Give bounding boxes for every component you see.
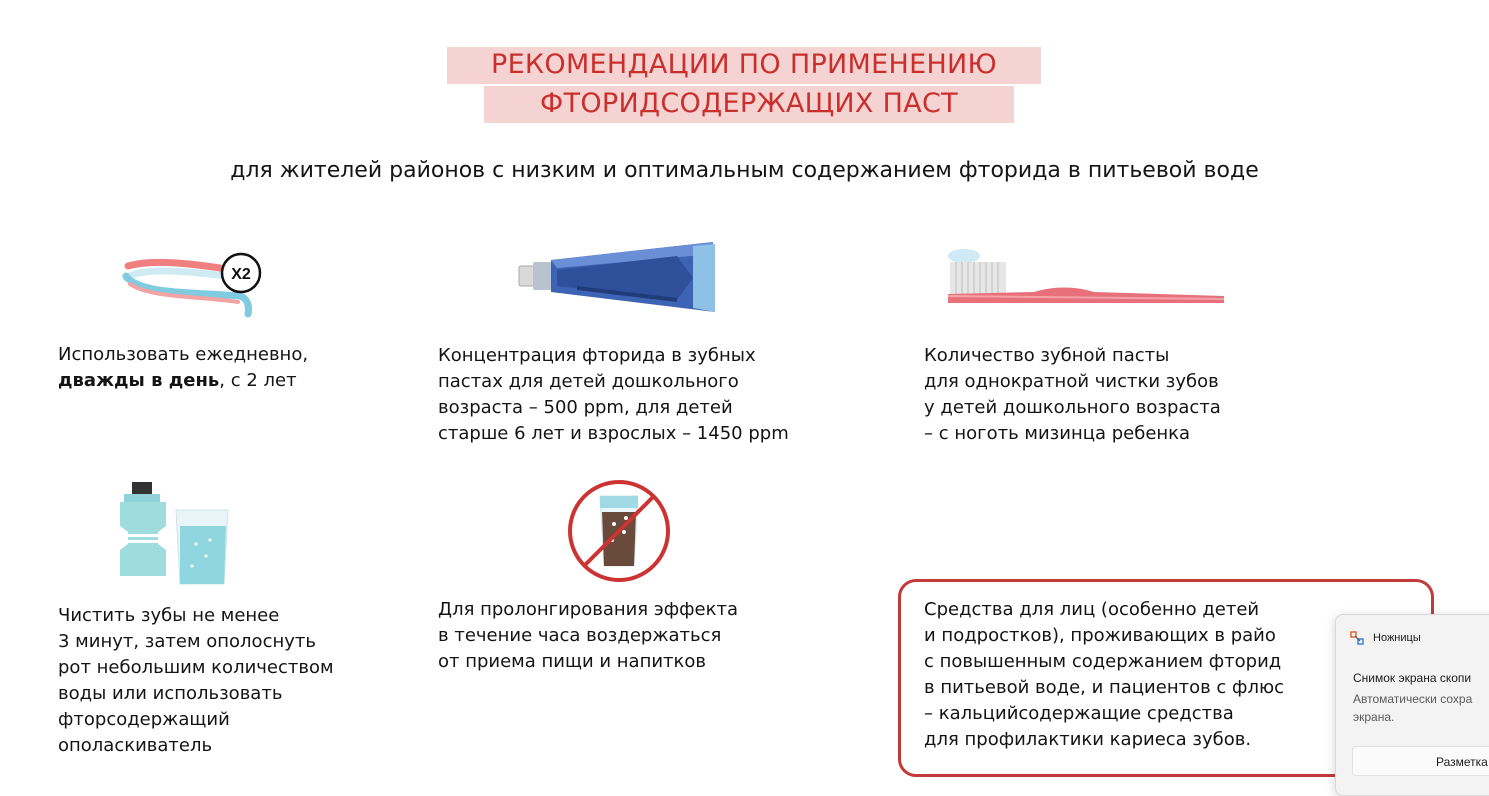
item-2-line-4: старше 6 лет и взрослых – 1450 ppm — [438, 423, 789, 444]
item-2-line-2: пастах для детей дошкольного — [438, 371, 739, 392]
item-5-line-1: Для пролонгирования эффекта — [438, 599, 738, 620]
item-3-line-1: Количество зубной пасты — [924, 345, 1170, 366]
item-1-line-1: Использовать ежедневно, — [58, 344, 309, 365]
snipping-notification[interactable] — [1335, 614, 1489, 796]
item-2-caption — [438, 343, 789, 447]
notification-body — [1353, 690, 1472, 726]
item-6-line-3: с повышенным содержанием фторид — [924, 651, 1282, 672]
notification-body-line-2: экрана. — [1353, 710, 1395, 724]
notification-title: Снимок экрана скопи — [1353, 671, 1472, 685]
item-5-line-3: от приема пищи и напитков — [438, 651, 707, 672]
item-5-line-2: в течение часа воздержаться — [438, 625, 722, 646]
item-6-line-6: для профилактики кариеса зубов. — [924, 729, 1252, 750]
item-1-caption — [58, 342, 308, 394]
item-6-line-2: и подростков), проживающих в райо — [924, 625, 1276, 646]
item-3-line-3: у детей дошкольного возраста — [924, 397, 1221, 418]
item-6-line-4: в питьевой воде, и пациентов с флюс — [924, 677, 1284, 698]
item-2-line-1: Концентрация фторида в зубных — [438, 345, 756, 366]
item-1-line-2 — [58, 368, 308, 394]
mouthwash-and-glass-icon — [110, 482, 240, 586]
snipping-tool-icon — [1350, 631, 1364, 645]
page-subtitle: для жителей районов с низким и оптимальным содержанием фторида в питьевой воде — [230, 158, 1259, 183]
toothbrush-icon — [944, 246, 1228, 306]
toothpaste-tube-icon — [517, 240, 721, 315]
item-3-caption — [924, 343, 1221, 447]
markup-button[interactable]: Разметка — [1352, 746, 1489, 776]
item-4-line-4: воды или использовать — [58, 683, 283, 704]
item-4-line-6: ополаскиватель — [58, 735, 213, 756]
item-6-line-1: Средства для лиц (особенно детей — [924, 599, 1260, 620]
item-4-caption — [58, 603, 334, 759]
notification-app-name: Ножницы — [1373, 632, 1421, 644]
item-4-line-3: рот небольшим количеством — [58, 657, 334, 678]
page-title-line-2: ФТОРИДСОДЕРЖАЩИХ ПАСТ — [484, 86, 1014, 123]
toothpaste-stripe-x2-icon — [120, 246, 265, 321]
item-1-after-bold: , с 2 лет — [219, 370, 297, 391]
item-2-line-3: возраста – 500 ppm, для детей — [438, 397, 733, 418]
item-6-line-5: – кальцийсодержащие средства — [924, 703, 1234, 724]
x2-badge: X2 — [231, 266, 251, 283]
no-drinks-icon — [566, 478, 672, 584]
item-4-line-5: фторсодержащий — [58, 709, 230, 730]
item-5-caption — [438, 597, 738, 675]
page-title-line-1: РЕКОМЕНДАЦИИ ПО ПРИМЕНЕНИЮ — [447, 47, 1041, 84]
item-6-caption — [924, 597, 1284, 753]
item-1-bold: дважды в день — [58, 370, 220, 391]
notification-app-header — [1350, 631, 1421, 645]
item-4-line-1: Чистить зубы не менее — [58, 605, 280, 626]
item-3-line-2: для однократной чистки зубов — [924, 371, 1219, 392]
item-4-line-2: 3 минут, затем ополоснуть — [58, 631, 316, 652]
notification-body-line-1: Автоматически сохра — [1353, 692, 1473, 706]
item-3-line-4: – с ноготь мизинца ребенка — [924, 423, 1191, 444]
